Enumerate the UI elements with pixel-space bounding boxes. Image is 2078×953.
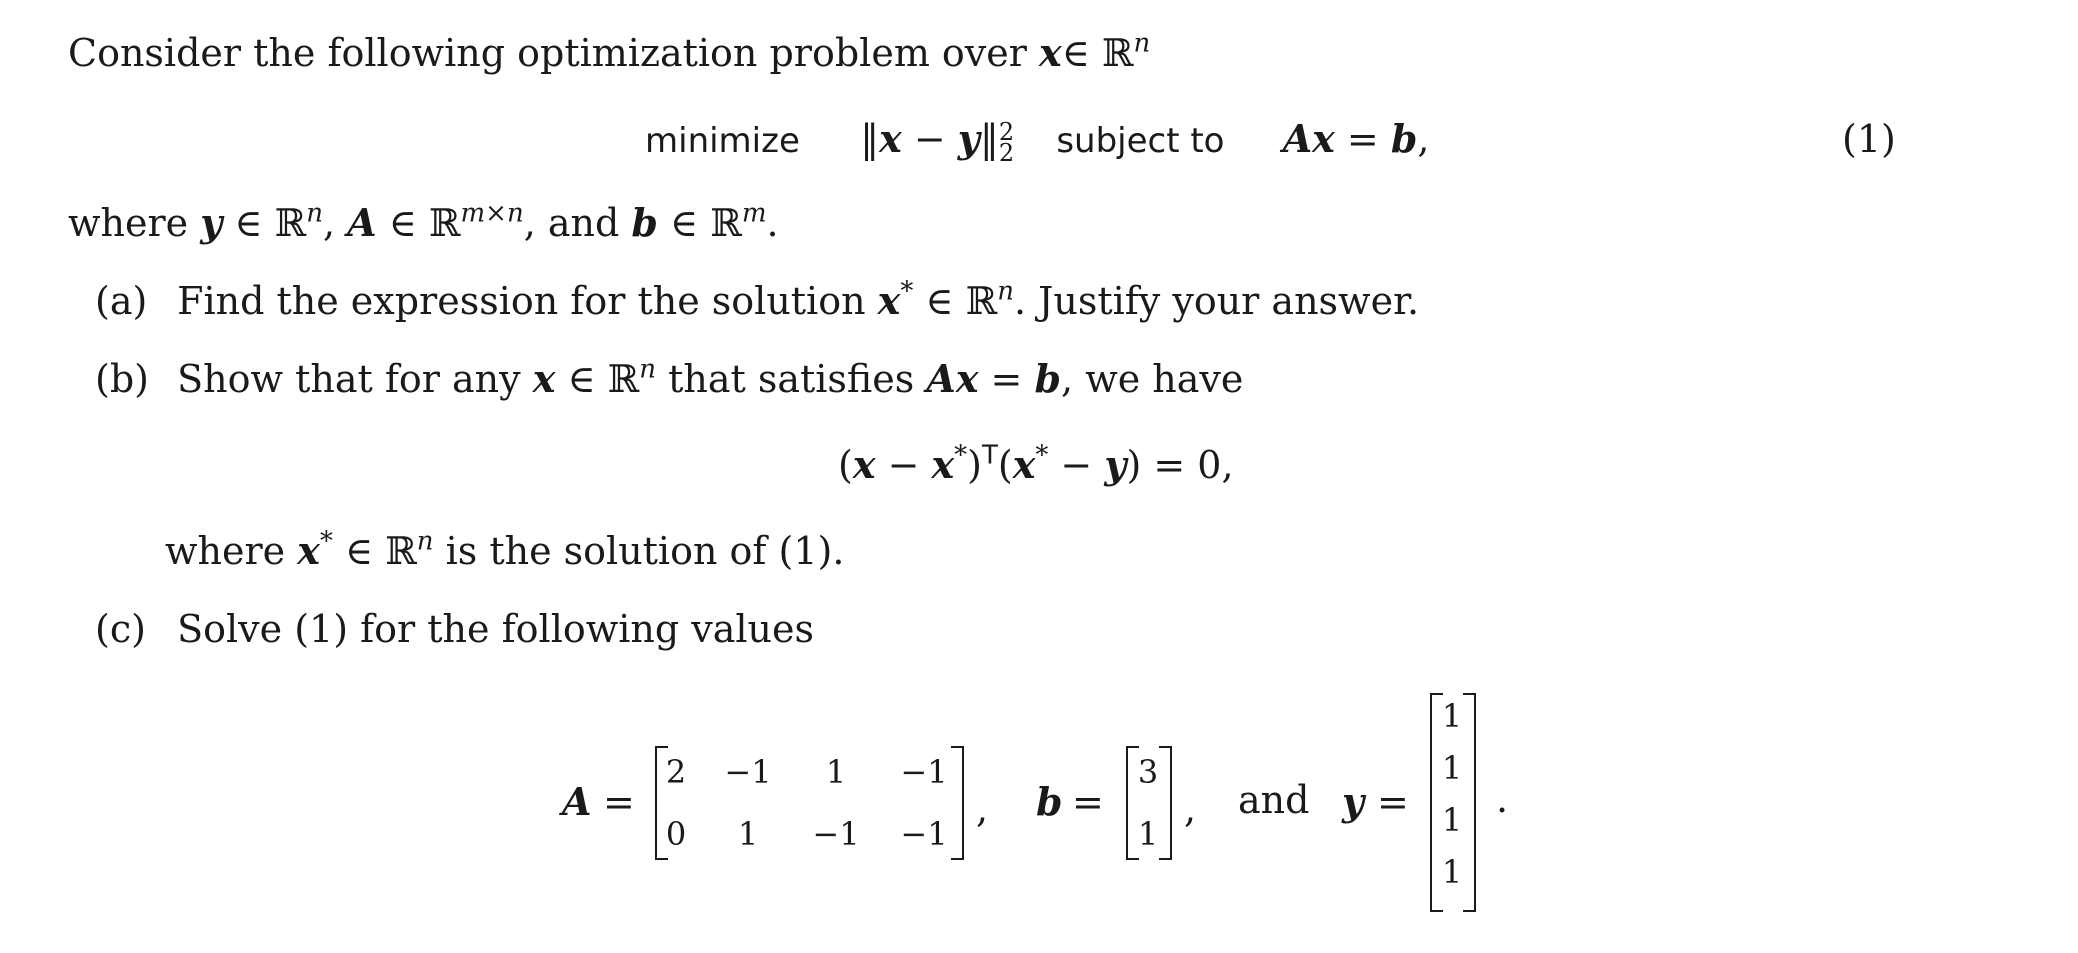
b-label: b (1036, 779, 1063, 824)
where-b-line (165, 526, 845, 573)
equation-number: (1) (1842, 117, 1896, 161)
eqb-star2: * (1035, 440, 1049, 471)
where-word: where (68, 201, 189, 245)
where-b-exp: n (416, 526, 434, 557)
part-b-in: ∈ ℝ (555, 357, 640, 401)
y-entry-2: 1 (1441, 801, 1463, 839)
eqb-minus1: − (875, 443, 932, 487)
problem-equation (645, 116, 1430, 167)
y-eq: = (1377, 780, 1409, 824)
A-entry-0-3: −1 (900, 753, 948, 791)
obj-x: x (879, 116, 902, 161)
where-y: y (200, 200, 223, 245)
eqb-transpose: T (981, 440, 998, 471)
y-label: y (1342, 779, 1365, 824)
where-b: b (631, 200, 658, 245)
eqb-xs2: x (1012, 442, 1036, 487)
where-y-in: ∈ ℝ (222, 201, 307, 245)
eqb-xs: x (931, 442, 955, 487)
A-entry-1-2: −1 (812, 815, 860, 853)
obj-y: y (957, 116, 980, 161)
b-entry-0: 3 (1137, 753, 1159, 791)
where-A-exp: m×n (460, 198, 524, 229)
constraint-b: b (1390, 116, 1418, 161)
A-label: A (562, 779, 592, 824)
where-line (68, 198, 779, 245)
part-c-label: (c) (95, 607, 146, 651)
A-comma: , (976, 787, 989, 831)
where-end: . (766, 201, 779, 245)
eqb-x: x (852, 442, 876, 487)
eqb-close1: ) (967, 443, 982, 487)
part-a-in: ∈ ℝ (913, 279, 998, 323)
eqb-close2: ) = 0, (1126, 443, 1234, 487)
y-entry-1: 1 (1441, 749, 1463, 787)
where-b-word: where (165, 529, 286, 573)
intro-in: ∈ ℝ (1061, 31, 1134, 75)
constraint-eq: = (1334, 117, 1391, 161)
norm-open: ‖ (860, 117, 880, 161)
y-period: . (1496, 777, 1509, 821)
part-c-text: Solve (1) for the following values (177, 607, 815, 651)
intro-line (68, 28, 1151, 75)
eqb-star1: * (954, 440, 968, 471)
intro-text: Consider the following optimization problem over (68, 31, 1027, 75)
norm-sup: 2 (998, 118, 1015, 147)
where-b-in: ∈ ℝ (657, 201, 742, 245)
part-a-star: * (900, 276, 914, 307)
part-b-text3: , we have (1061, 357, 1244, 401)
eqb-y: y (1104, 442, 1127, 487)
A-entry-1-0: 0 (665, 815, 687, 853)
b-eq: = (1072, 780, 1104, 824)
constraint-A: A (1282, 116, 1313, 161)
norm-sub: 2 (998, 138, 1015, 167)
eqb-minus2: − (1048, 443, 1105, 487)
eqb-open: ( (838, 443, 853, 487)
part-b-A: A (926, 356, 956, 401)
part-a (95, 276, 1420, 323)
part-b-text1: Show that for any (177, 357, 521, 401)
part-b-x2: x (955, 356, 979, 401)
part-b-b: b (1034, 356, 1062, 401)
part-b-exp: n (639, 354, 656, 385)
where-b-text: is the solution of (1). (433, 529, 845, 573)
obj-minus: − (901, 117, 958, 161)
part-c (95, 607, 815, 651)
intro-exp: n (1133, 28, 1151, 59)
part-a-exp: n (997, 276, 1014, 307)
eqb-open2: ( (997, 443, 1013, 487)
part-b-eq: = (978, 357, 1035, 401)
A-entry-0-2: 1 (825, 753, 847, 791)
A-entry-1-1: 1 (737, 815, 759, 853)
norm-close: ‖ (979, 117, 999, 161)
where-b-x: x (297, 528, 320, 573)
constraint-comma: , (1417, 117, 1430, 161)
A-eq: = (603, 780, 635, 824)
subject-to-label: subject to (1056, 121, 1225, 161)
orthogonality-equation (838, 440, 1234, 487)
A-entry-0-1: −1 (724, 753, 772, 791)
b-entry-1: 1 (1137, 815, 1159, 853)
part-b-text2: that satisfies (656, 357, 927, 401)
where-b-star: * (319, 526, 333, 557)
part-a-text2: . Justify your answer. (1013, 279, 1420, 323)
part-a-text1: Find the expression for the solution (177, 279, 866, 323)
intro-var: x (1039, 30, 1062, 75)
part-a-label: (a) (95, 279, 148, 323)
y-entry-3: 1 (1441, 853, 1463, 891)
part-a-x: x (877, 278, 901, 323)
A-entry-1-3: −1 (900, 815, 948, 853)
A-entry-0-0: 2 (665, 753, 687, 791)
part-b (95, 354, 1244, 401)
where-b-in: ∈ ℝ (332, 529, 417, 573)
and-word: and (1238, 778, 1310, 822)
where-A: A (347, 200, 377, 245)
part-b-label: (b) (95, 357, 149, 401)
part-b-x: x (532, 356, 556, 401)
where-sep2: , and (523, 201, 632, 245)
y-entry-0: 1 (1441, 697, 1463, 735)
where-y-exp: n (306, 198, 323, 229)
where-sep1: , (322, 201, 348, 245)
b-comma: , (1184, 787, 1197, 831)
constraint-x: x (1312, 116, 1335, 161)
where-A-in: ∈ ℝ (376, 201, 461, 245)
minimize-label: minimize (645, 121, 800, 161)
where-b-exp: m (741, 198, 767, 229)
